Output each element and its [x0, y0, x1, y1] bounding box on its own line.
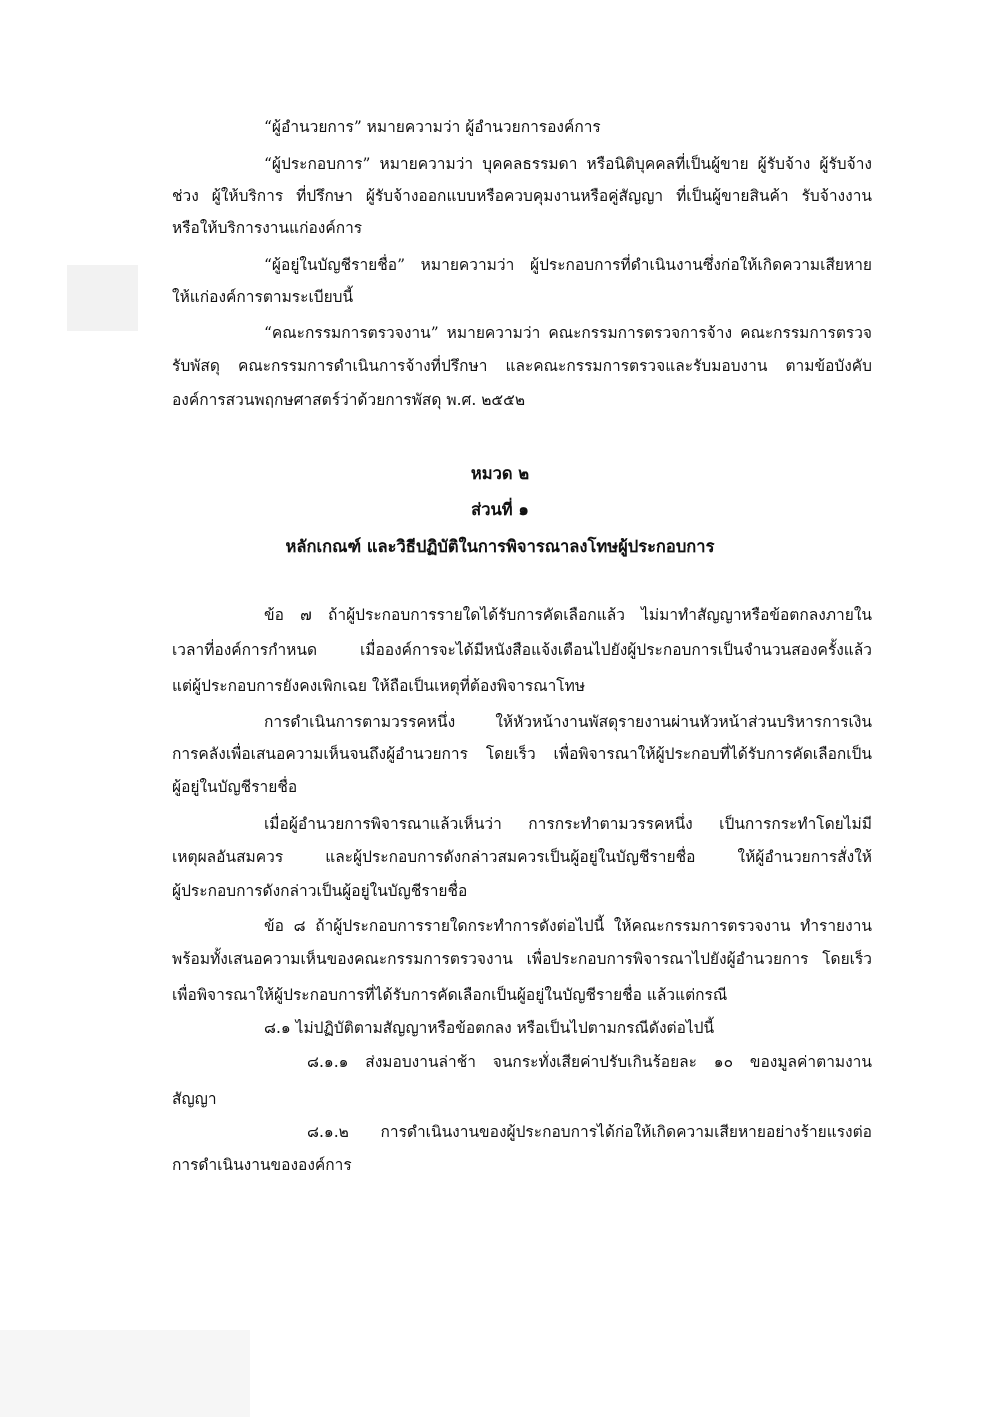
scan-smudge	[67, 265, 138, 331]
definition-director: “ผู้อำนวยการ” หมายความว่า ผู้อำนวยการองค์การ	[264, 118, 601, 136]
definition-listed-line2: ให้แก่องค์การตามระเบียบนี้	[172, 288, 354, 306]
clause-7-paragraph2-line3: ผู้อยู่ในบัญชีรายชื่อ	[172, 778, 298, 796]
clause-8-line2: พร้อมทั้งเสนอความเห็นของคณะกรรมการตรวจงาน เพื่อประกอบการพิจารณาไปยังผู้อำนวยการ โดยเร็ว	[172, 950, 872, 968]
definition-operator-line1: “ผู้ประกอบการ” หมายความว่า บุคคลธรรมดา หรือนิติบุคคลที่เป็นผู้ขาย ผู้รับจ้าง ผู้รับจ้าง	[264, 155, 872, 173]
clause-7-line1: ข้อ ๗ ถ้าผู้ประกอบการรายใดได้รับการคัดเลือกแล้ว ไม่มาทำสัญญาหรือข้อตกลงภายใน	[264, 606, 872, 624]
chapter-heading: หมวด ๒	[470, 464, 530, 483]
clause-8-1: ๘.๑ ไม่ปฏิบัติตามสัญญาหรือข้อตกลง หรือเป็นไปตามกรณีดังต่อไปนี้	[264, 1019, 715, 1037]
definition-committee-line2: รับพัสดุ คณะกรรมการดำเนินการจ้างที่ปรึกษา และคณะกรรมการตรวจและรับมอบงาน ตามข้อบังคับ	[172, 357, 872, 375]
clause-7-line2: เวลาที่องค์การกำหนด เมื่อองค์การจะได้มีหนังสือแจ้งเตือนไปยังผู้ประกอบการเป็นจำนวนสองครั้งแล้ว	[172, 641, 872, 659]
clause-7-line3: แต่ผู้ประกอบการยังคงเพิกเฉย ให้ถือเป็นเหตุที่ต้องพิจารณาโทษ	[172, 677, 586, 695]
definition-listed-line1: “ผู้อยู่ในบัญชีรายชื่อ” หมายความว่า ผู้ประกอบการที่ดำเนินงานซึ่งก่อให้เกิดความเสียหาย	[264, 256, 872, 274]
definition-committee-line1: “คณะกรรมการตรวจงาน” หมายความว่า คณะกรรมการตรวจการจ้าง คณะกรรมการตรวจ	[264, 324, 872, 342]
clause-7-paragraph3-line3: ผู้ประกอบการดังกล่าวเป็นผู้อยู่ในบัญชีรายชื่อ	[172, 882, 468, 900]
scan-smudge	[0, 1330, 250, 1417]
definition-operator-line3: หรือให้บริการงานแก่องค์การ	[172, 219, 363, 237]
clause-7-paragraph2-line1: การดำเนินการตามวรรคหนึ่ง ให้หัวหน้างานพัสดุรายงานผ่านหัวหน้าส่วนบริหารการเงิน	[264, 713, 872, 731]
definition-operator-line2: ช่วง ผู้ให้บริการ ที่ปรึกษา ผู้รับจ้างออกแบบหรือควบคุมงานหรือคู่สัญญา ที่เป็นผู้ขายสินค้า รับจ้างงาน	[172, 187, 872, 205]
clause-8-1-2-line1: ๘.๑.๒ การดำเนินงานของผู้ประกอบการได้ก่อให้เกิดความเสียหายอย่างร้ายแรงต่อ	[307, 1123, 872, 1141]
clause-7-paragraph2-line2: การคลังเพื่อเสนอความเห็นจนถึงผู้อำนวยการ โดยเร็ว เพื่อพิจารณาให้ผู้ประกอบที่ได้รับการคัดเลือกเป็น	[172, 745, 872, 763]
clause-8-1-2-line2: การดำเนินงานขององค์การ	[172, 1156, 352, 1174]
clause-7-paragraph3-line1: เมื่อผู้อำนวยการพิจารณาแล้วเห็นว่า การกระทำตามวรรคหนึ่ง เป็นการกระทำโดยไม่มี	[264, 815, 872, 833]
clause-8-1-1-line1: ๘.๑.๑ ส่งมอบงานล่าช้า จนกระทั่งเสียค่าปรับเกินร้อยละ ๑๐ ของมูลค่าตามงาน	[307, 1053, 872, 1071]
clause-8-1-1-line2: สัญญา	[172, 1090, 217, 1108]
clause-7-paragraph3-line2: เหตุผลอันสมควร และผู้ประกอบการดังกล่าวสมควรเป็นผู้อยู่ในบัญชีรายชื่อ ให้ผู้อำนวยการสั่งให้	[172, 848, 872, 866]
section-title: หลักเกณฑ์ และวิธีปฏิบัติในการพิจารณาลงโทษผู้ประกอบการ	[285, 537, 715, 556]
definition-committee-line3: องค์การสวนพฤกษศาสตร์ว่าด้วยการพัสดุ พ.ศ. ๒๕๕๒	[172, 391, 526, 409]
part-heading: ส่วนที่ ๑	[471, 500, 529, 519]
clause-8-line1: ข้อ ๘ ถ้าผู้ประกอบการรายใดกระทำการดังต่อไปนี้ ให้คณะกรรมการตรวจงาน ทำรายงาน	[264, 917, 872, 935]
clause-8-line3: เพื่อพิจารณาให้ผู้ประกอบการที่ได้รับการคัดเลือกเป็นผู้อยู่ในบัญชีรายชื่อ แล้วแต่กรณี	[172, 986, 728, 1004]
